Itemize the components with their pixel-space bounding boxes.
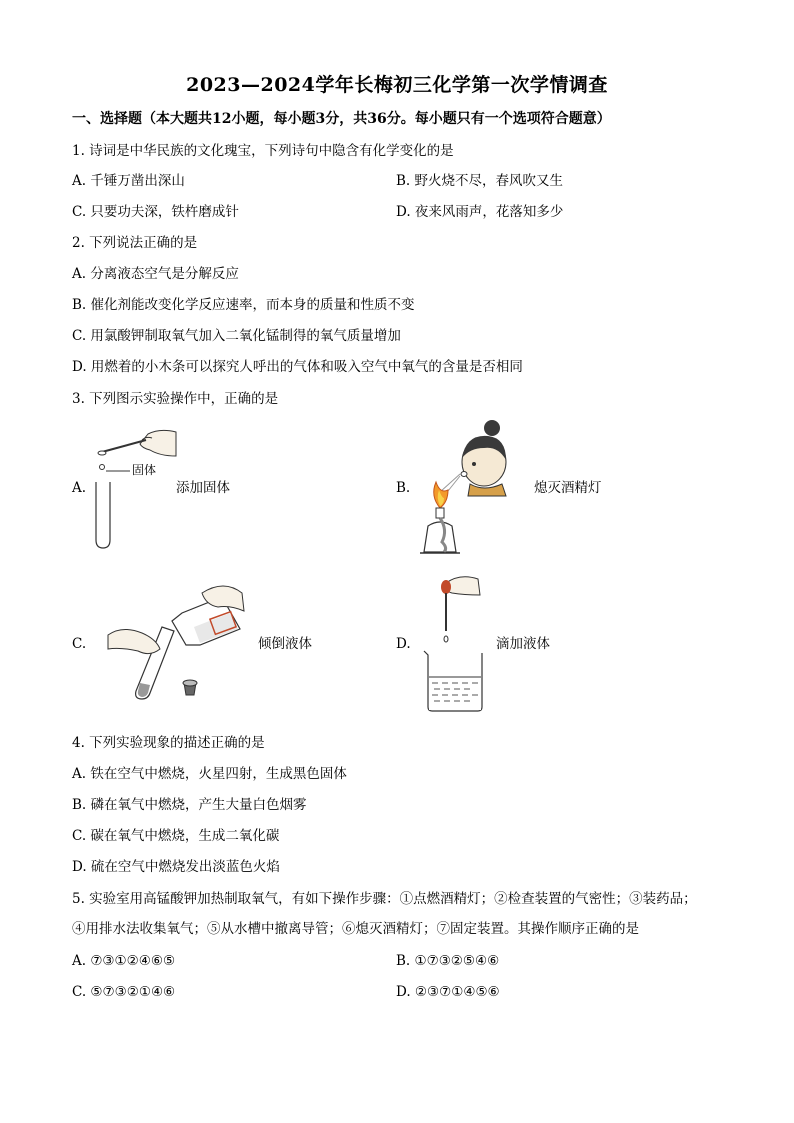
q5-option-d: D. ②③⑦①④⑤⑥ (396, 984, 500, 1000)
q2-option-d: D. 用燃着的小木条可以探究人呼出的气体和吸入空气中氧气的含量是否相同 (72, 359, 523, 375)
q5-stem-line1: 5. 实验室用高锰酸钾加热制取氧气，有如下操作步骤：①点燃酒精灯；②检查装置的气密性；③装药品； (72, 891, 697, 907)
q1-option-b: B. 野火烧不尽，春风吹又生 (396, 173, 564, 189)
q1-option-c: C. 只要功夫深，铁杵磨成针 (72, 204, 239, 220)
q1-option-d: D. 夜来风雨声，花落知多少 (396, 204, 564, 220)
q4-option-d: D. 硫在空气中燃烧发出淡蓝色火焰 (72, 859, 280, 875)
q1-option-a: A. 千锤万凿出深山 (72, 173, 185, 189)
q3-option-a-caption: 添加固体 (176, 480, 230, 496)
page-title: 2023—2024学年长梅初三化学第一次学情调查 (186, 74, 608, 96)
q3-option-c-letter: C. (72, 636, 87, 652)
q2-stem: 2. 下列说法正确的是 (72, 235, 198, 251)
q3-option-a-figure (90, 426, 190, 552)
q3-option-c-figure (102, 575, 248, 705)
q2-option-b: B. 催化剂能改变化学反应速率，而本身的质量和性质不变 (72, 297, 415, 313)
q3-option-b-figure (418, 418, 522, 558)
q3-option-a-solid-label: 固体 (132, 463, 157, 477)
q5-stem-line2: ④用排水法收集氧气；⑤从水槽中撤离导管；⑥熄灭酒精灯；⑦固定装置。其操作顺序正确的是 (72, 921, 639, 937)
q4-stem: 4. 下列实验现象的描述正确的是 (72, 735, 265, 751)
q2-option-a: A. 分离液态空气是分解反应 (72, 266, 239, 282)
q3-stem: 3. 下列图示实验操作中，正确的是 (72, 391, 279, 407)
q3-option-d-letter: D. (396, 636, 411, 652)
q3-option-d-caption: 滴加液体 (496, 636, 550, 652)
q4-option-a: A. 铁在空气中燃烧，火星四射，生成黑色固体 (72, 766, 347, 782)
q4-option-c: C. 碳在氧气中燃烧，生成二氧化碳 (72, 828, 280, 844)
q3-option-d-figure (420, 573, 488, 715)
q3-option-b-caption: 熄灭酒精灯 (534, 480, 602, 496)
q1-stem: 1. 诗词是中华民族的文化瑰宝，下列诗句中隐含有化学变化的是 (72, 143, 454, 159)
q4-option-b: B. 磷在氧气中燃烧，产生大量白色烟雾 (72, 797, 307, 813)
q5-option-b: B. ①⑦③②⑤④⑥ (396, 953, 500, 969)
q2-option-c: C. 用氯酸钾制取氧气加入二氧化锰制得的氧气质量增加 (72, 328, 401, 344)
q5-option-c: C. ⑤⑦③②①④⑥ (72, 984, 176, 1000)
q5-option-a: A. ⑦③①②④⑥⑤ (72, 953, 176, 969)
q3-option-b-letter: B. (396, 480, 411, 496)
section-heading: 一、选择题（本大题共12小题，每小题3分，共36分。每小题只有一个选项符合题意） (72, 111, 611, 127)
q3-option-a-letter: A. (72, 480, 87, 496)
q3-option-c-caption: 倾倒液体 (258, 636, 312, 652)
